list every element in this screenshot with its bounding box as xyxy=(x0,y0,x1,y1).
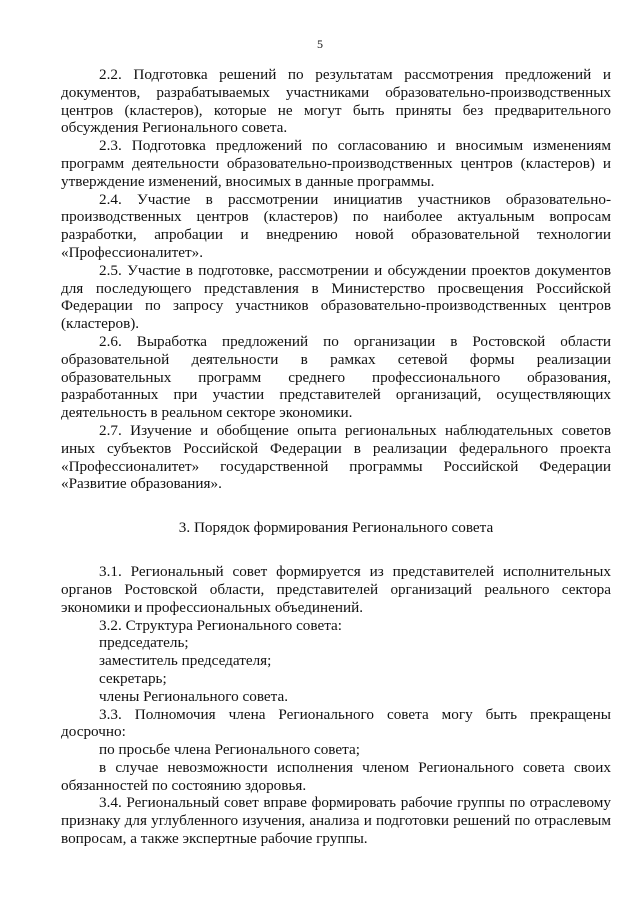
page-number: 5 xyxy=(317,37,323,51)
paragraph-2-3: 2.3. Подготовка предложений по согласованию и вносимым изменениям программ деятельности образовательно-производственных центров (кластеров) и утверждение изменений, вносимых в данные программы. xyxy=(61,137,611,190)
paragraph-3-3: 3.3. Полномочия члена Регионального совета могу быть прекращены досрочно: xyxy=(61,705,611,741)
section-3-heading: 3. Порядок формирования Регионального совета xyxy=(178,519,494,537)
termination-item-health: в случае невозможности исполнения членом Регионального совета своих обязанностей по состоянию здоровья. xyxy=(61,758,611,794)
paragraph-3-1: 3.1. Региональный совет формируется из представителей исполнительных органов Ростовской области, представителей организаций реального сектора экономики и профессиональных объединений. xyxy=(61,563,611,616)
paragraph-2-2: 2.2. Подготовка решений по результатам рассмотрения предложений и документов, разрабатываемых участниками образовательно-производственных центров (кластеров), которые не могут быть приняты без предварительного обсуждения Регионального совета. xyxy=(61,66,611,137)
structure-item-members: члены Регионального совета. xyxy=(99,687,289,705)
termination-item-request: по просьбе члена Регионального совета; xyxy=(99,741,360,759)
paragraph-3-4: 3.4. Региональный совет вправе формировать рабочие группы по отраслевому признаку для углубленного изучения, анализа и подготовки решений по отраслевым вопросам, а также экспертные рабочие группы. xyxy=(61,794,611,848)
structure-item-deputy: заместитель председателя; xyxy=(99,652,272,670)
paragraph-2-5: 2.5. Участие в подготовке, рассмотрении и обсуждении проектов документов для последующего представления в Министерство просвещения Российской Федерации по запросу участников образовательно-производственных центров (кластеров). xyxy=(61,261,611,333)
structure-item-chair: председатель; xyxy=(99,634,189,652)
paragraph-2-7: 2.7. Изучение и обобщение опыта региональных наблюдательных советов иных субъектов Российской Федерации в реализации федерального проекта «Профессионалитет» государственной программы Российской Федерации «Развитие образования». xyxy=(61,421,611,493)
paragraph-3-2: 3.2. Структура Регионального совета: xyxy=(99,616,343,634)
document-body xyxy=(61,66,611,848)
structure-item-secretary: секретарь; xyxy=(99,669,167,687)
paragraph-2-6: 2.6. Выработка предложений по организации в Ростовской области образовательной деятельности в рамках сетевой формы реализации образовательных программ среднего профессионального образования, разработанных при участии представителей организаций, осуществляющих деятельность в реальном секторе экономики. xyxy=(61,332,611,422)
paragraph-2-4: 2.4. Участие в рассмотрении инициатив участников образовательно-производственных центров (кластеров) по наиболее актуальным вопросам разработки, апробации и внедрению новой образовательной технологии «Профессионалитет». xyxy=(61,190,611,261)
